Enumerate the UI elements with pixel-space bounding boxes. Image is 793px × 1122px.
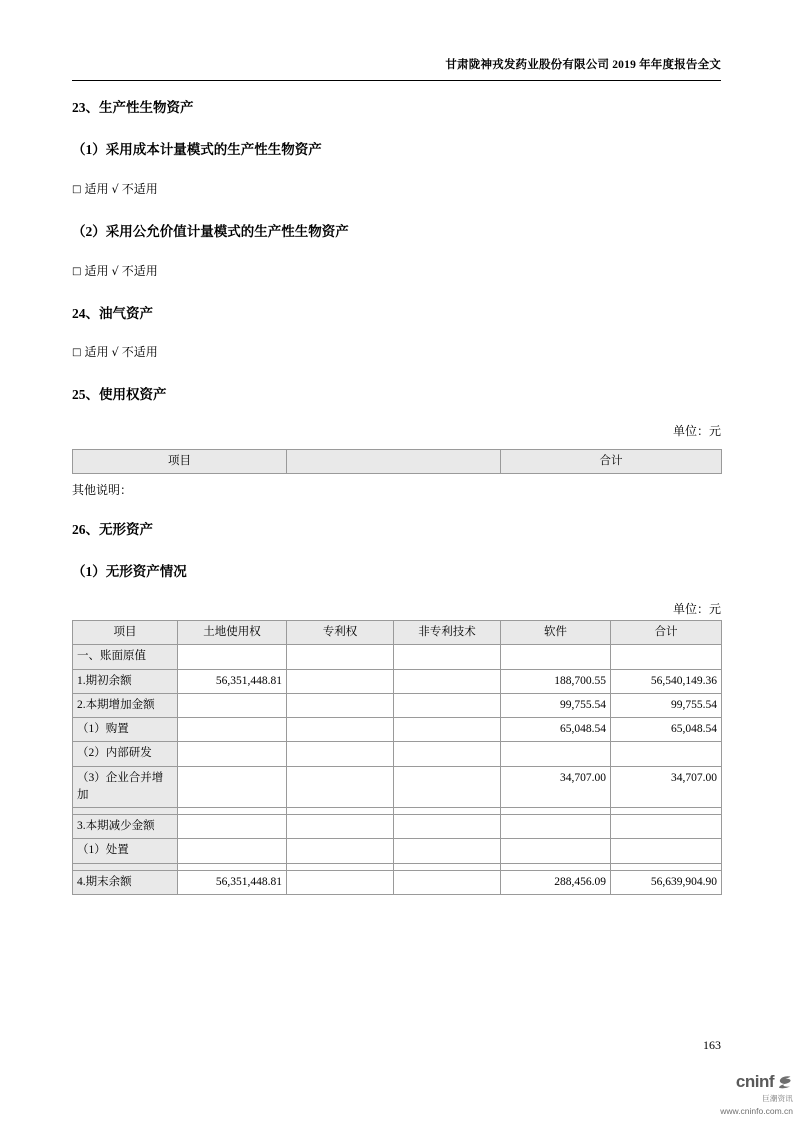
- row-value: [501, 742, 611, 766]
- col-header-item: 项目: [73, 621, 178, 645]
- row-value: [287, 645, 394, 669]
- col-header-blank: [287, 450, 501, 474]
- table-row: [73, 645, 722, 669]
- col-header-non-patent-tech: 非专利技术: [394, 621, 501, 645]
- other-note-label: 其他说明：: [72, 483, 133, 497]
- section-26-title: 26、无形资产: [72, 522, 153, 537]
- row-label: [73, 808, 178, 815]
- row-value: 56,351,448.81: [178, 669, 287, 693]
- row-value: [501, 863, 611, 870]
- not-applicable-label: 不适用: [121, 345, 158, 359]
- row-value: [501, 815, 611, 839]
- table-row: [73, 693, 722, 717]
- section-24-applicability: [72, 343, 721, 360]
- table-row: [73, 766, 722, 808]
- row-value: [287, 839, 394, 863]
- applicable-label: 适用: [84, 182, 109, 196]
- page-number: 163: [703, 1038, 721, 1052]
- intangible-assets-table: [72, 620, 722, 895]
- row-value: [178, 766, 287, 808]
- row-value: [287, 808, 394, 815]
- row-label: （3）企业合并增加: [73, 766, 178, 808]
- not-applicable-label: 不适用: [121, 182, 158, 196]
- table-row: [73, 742, 722, 766]
- col-header-total: 合计: [501, 450, 722, 474]
- row-value: [611, 863, 722, 870]
- check-mark-icon[interactable]: √: [111, 264, 119, 278]
- row-value: 188,700.55: [501, 669, 611, 693]
- row-value: 99,755.54: [611, 693, 722, 717]
- section-23-1-title: （1）采用成本计量模式的生产性生物资产: [72, 142, 322, 157]
- table-row: [73, 669, 722, 693]
- row-value: [287, 766, 394, 808]
- header-divider: [72, 80, 721, 81]
- row-value: [611, 645, 722, 669]
- row-value: [287, 742, 394, 766]
- col-header-land-use-right: 土地使用权: [178, 621, 287, 645]
- row-value: [287, 669, 394, 693]
- check-mark-icon[interactable]: √: [111, 182, 119, 196]
- section-24-title: 24、油气资产: [72, 306, 153, 321]
- row-label: 1.期初余额: [73, 669, 178, 693]
- cninfo-url: www.cninfo.com.cn: [720, 1106, 793, 1116]
- row-value: 65,048.54: [501, 718, 611, 742]
- logo-row: [637, 1072, 793, 1092]
- row-value: [394, 693, 501, 717]
- row-value: [178, 839, 287, 863]
- row-value: [611, 815, 722, 839]
- row-value: [611, 808, 722, 815]
- use-right-assets-table-wrap: [72, 449, 721, 474]
- row-value: [178, 815, 287, 839]
- row-value: [394, 718, 501, 742]
- unit-label-use-right: 单位：元: [672, 424, 721, 438]
- cninfo-logo-text: cninf: [735, 1072, 774, 1091]
- section-23-2-applicability: [72, 262, 721, 279]
- row-value: [501, 839, 611, 863]
- row-value: [178, 693, 287, 717]
- row-value: [178, 808, 287, 815]
- col-header-patent: 专利权: [287, 621, 394, 645]
- row-value: [287, 815, 394, 839]
- table-header-row: [73, 621, 722, 645]
- row-value: [287, 870, 394, 894]
- row-value: 56,351,448.81: [178, 870, 287, 894]
- table-row: [73, 808, 722, 815]
- not-applicable-label: 不适用: [121, 264, 158, 278]
- cninfo-logo-subtitle: 巨潮资讯: [762, 1094, 793, 1103]
- row-value: 34,707.00: [501, 766, 611, 808]
- col-header-item: 项目: [73, 450, 287, 474]
- row-value: [394, 815, 501, 839]
- row-value: 99,755.54: [501, 693, 611, 717]
- row-value: [178, 645, 287, 669]
- section-23-2-title: （2）采用公允价值计量模式的生产性生物资产: [72, 224, 349, 239]
- row-value: [501, 645, 611, 669]
- table-row: [73, 815, 722, 839]
- row-value: [287, 693, 394, 717]
- row-value: [394, 808, 501, 815]
- table-row: [73, 839, 722, 863]
- table-header-row: [73, 450, 722, 474]
- footer-logo: [637, 1072, 793, 1116]
- row-value: [611, 839, 722, 863]
- checkbox-empty-icon[interactable]: □: [72, 266, 82, 277]
- row-value: 288,456.09: [501, 870, 611, 894]
- table-row: [73, 870, 722, 894]
- row-label: 4.期末余额: [73, 870, 178, 894]
- row-value: [178, 718, 287, 742]
- row-label: 一、账面原值: [73, 645, 178, 669]
- row-value: [178, 863, 287, 870]
- use-right-assets-table: [72, 449, 722, 474]
- unit-label-intangible: 单位：元: [672, 602, 721, 616]
- checkbox-empty-icon[interactable]: □: [72, 184, 82, 195]
- row-label: 3.本期减少金额: [73, 815, 178, 839]
- row-label: （1）购置: [73, 718, 178, 742]
- col-header-software: 软件: [501, 621, 611, 645]
- row-value: [287, 718, 394, 742]
- row-value: [501, 808, 611, 815]
- row-value: [178, 742, 287, 766]
- row-label: [73, 863, 178, 870]
- row-value: [394, 742, 501, 766]
- check-mark-icon[interactable]: √: [111, 345, 119, 359]
- section-25-title: 25、使用权资产: [72, 387, 167, 402]
- section-23-1-applicability: [72, 180, 721, 197]
- row-value: 34,707.00: [611, 766, 722, 808]
- table-row: [73, 718, 722, 742]
- row-value: [394, 863, 501, 870]
- row-value: [394, 766, 501, 808]
- row-value: [394, 839, 501, 863]
- section-26-1-title: （1）无形资产情况: [72, 564, 187, 579]
- col-header-total: 合计: [611, 621, 722, 645]
- page-header: 甘肃陇神戎发药业股份有限公司 2019 年年度报告全文: [445, 59, 721, 71]
- intangible-assets-table-wrap: [72, 620, 721, 895]
- checkbox-empty-icon[interactable]: □: [72, 347, 82, 358]
- page-content: [72, 0, 793, 1122]
- row-value: 56,540,149.36: [611, 669, 722, 693]
- row-value: 65,048.54: [611, 718, 722, 742]
- row-label: （2）内部研发: [73, 742, 178, 766]
- row-value: [394, 645, 501, 669]
- cninfo-logo-mark-icon: [777, 1074, 793, 1090]
- applicable-label: 适用: [84, 264, 109, 278]
- applicable-label: 适用: [84, 345, 109, 359]
- row-value: [394, 870, 501, 894]
- row-value: [394, 669, 501, 693]
- row-value: [611, 742, 722, 766]
- section-23-title: 23、生产性生物资产: [72, 100, 194, 115]
- table-row: [73, 863, 722, 870]
- row-label: 2.本期增加金额: [73, 693, 178, 717]
- row-label: （1）处置: [73, 839, 178, 863]
- row-value: [287, 863, 394, 870]
- row-value: 56,639,904.90: [611, 870, 722, 894]
